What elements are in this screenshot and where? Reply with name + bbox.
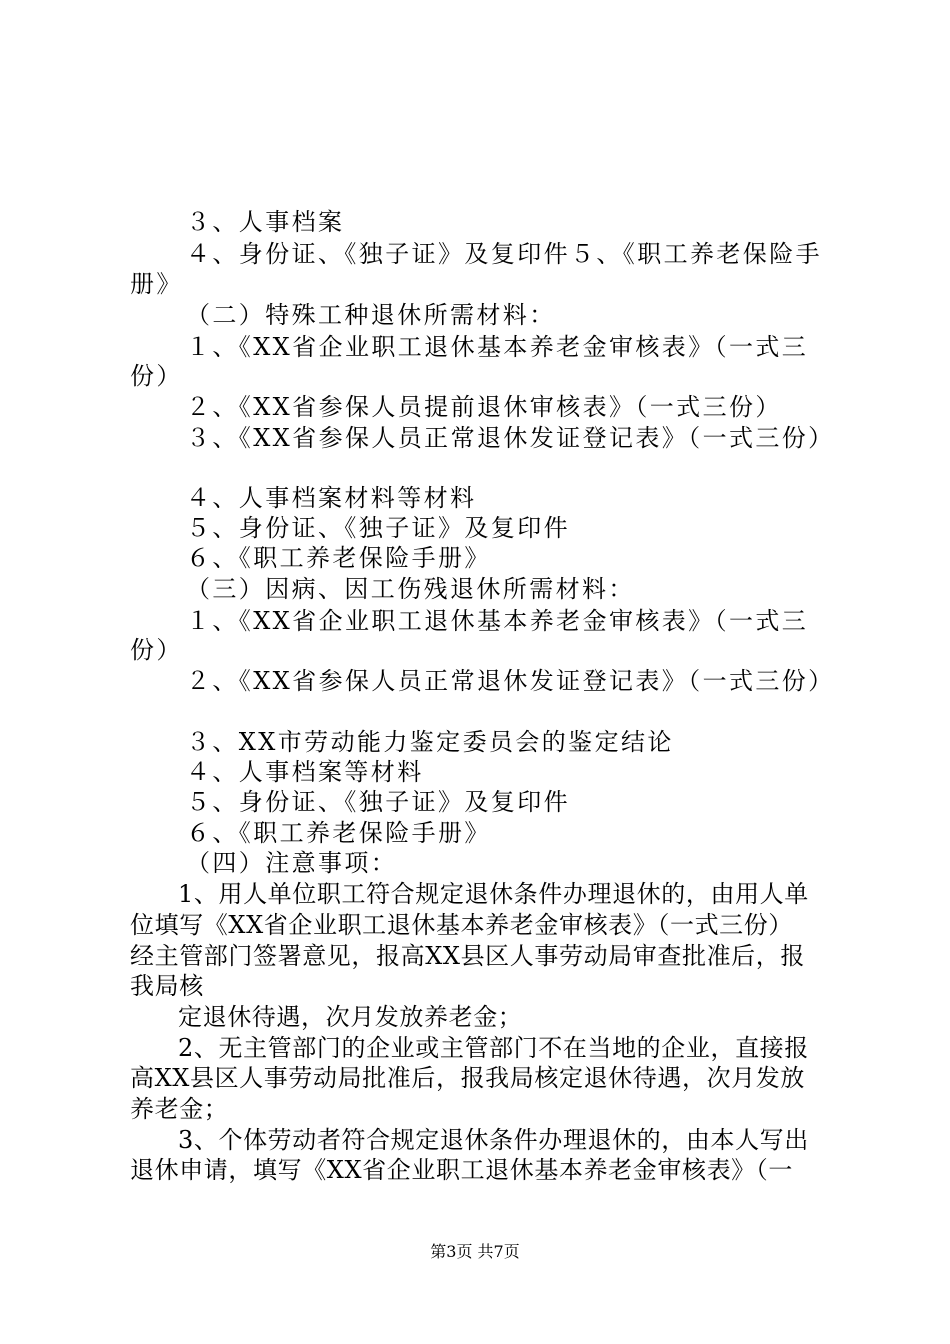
list-item: ３、人事档案 <box>186 208 345 236</box>
list-item: ４、人事档案材料等材料 <box>186 484 477 512</box>
section-heading: （四）注意事项： <box>186 849 398 877</box>
list-item: １、《XX省企业职工退休基本养老金审核表》（一式三 <box>186 607 809 635</box>
list-item: ４、人事档案等材料 <box>186 758 424 786</box>
section-heading: （三）因病、因工伤残退休所需材料： <box>186 575 635 603</box>
list-item: ５、身份证、《独子证》及复印件 <box>186 514 570 542</box>
list-item: ６、《职工养老保险手册》 <box>186 819 491 847</box>
paragraph-line: 养老金； <box>130 1095 229 1123</box>
list-item-continuation: 份） <box>130 636 183 664</box>
paragraph-line: 1、用人单位职工符合规定退休条件办理退休的，由用人单 <box>178 880 809 908</box>
paragraph-line: 3、个体劳动者符合规定退休条件办理退休的，由本人写出 <box>178 1126 809 1154</box>
paragraph-line: 退休申请，填写《XX省企业职工退休基本养老金审核表》（一 <box>130 1156 793 1184</box>
list-item: ２、《XX省参保人员正常退休发证登记表》（一式三份） <box>186 667 835 695</box>
paragraph-line: 定退休待遇，次月发放养老金； <box>178 1003 523 1031</box>
paragraph-line: 高XX县区人事劳动局批准后，报我局核定退休待遇，次月发放 <box>130 1064 805 1092</box>
paragraph-line: 我局核 <box>130 972 204 1000</box>
list-item-continuation: 份） <box>130 362 183 390</box>
list-item: ５、身份证、《独子证》及复印件 <box>186 788 570 816</box>
list-item: ４、身份证、《独子证》及复印件５、《职工养老保险手 <box>186 240 822 268</box>
list-item: １、《XX省企业职工退休基本养老金审核表》（一式三 <box>186 333 809 361</box>
list-item: ６、《职工养老保险手册》 <box>186 544 491 572</box>
list-item: ３、《XX省参保人员正常退休发证登记表》（一式三份） <box>186 424 835 452</box>
list-item-continuation: 册》 <box>130 270 183 298</box>
paragraph-line: 经主管部门签署意见，报高XX县区人事劳动局审查批准后，报 <box>130 942 805 970</box>
section-heading: （二）特殊工种退休所需材料： <box>186 301 556 329</box>
paragraph-line: 位填写《XX省企业职工退休基本养老金审核表》（一式三份） <box>130 911 793 939</box>
page-number: 第3页 共7页 <box>430 1242 520 1261</box>
list-item: ２、《XX省参保人员提前退休审核表》（一式三份） <box>186 393 782 421</box>
list-item: ３、XX市劳动能力鉴定委员会的鉴定结论 <box>186 728 674 756</box>
paragraph-line: 2、无主管部门的企业或主管部门不在当地的企业，直接报 <box>178 1034 809 1062</box>
